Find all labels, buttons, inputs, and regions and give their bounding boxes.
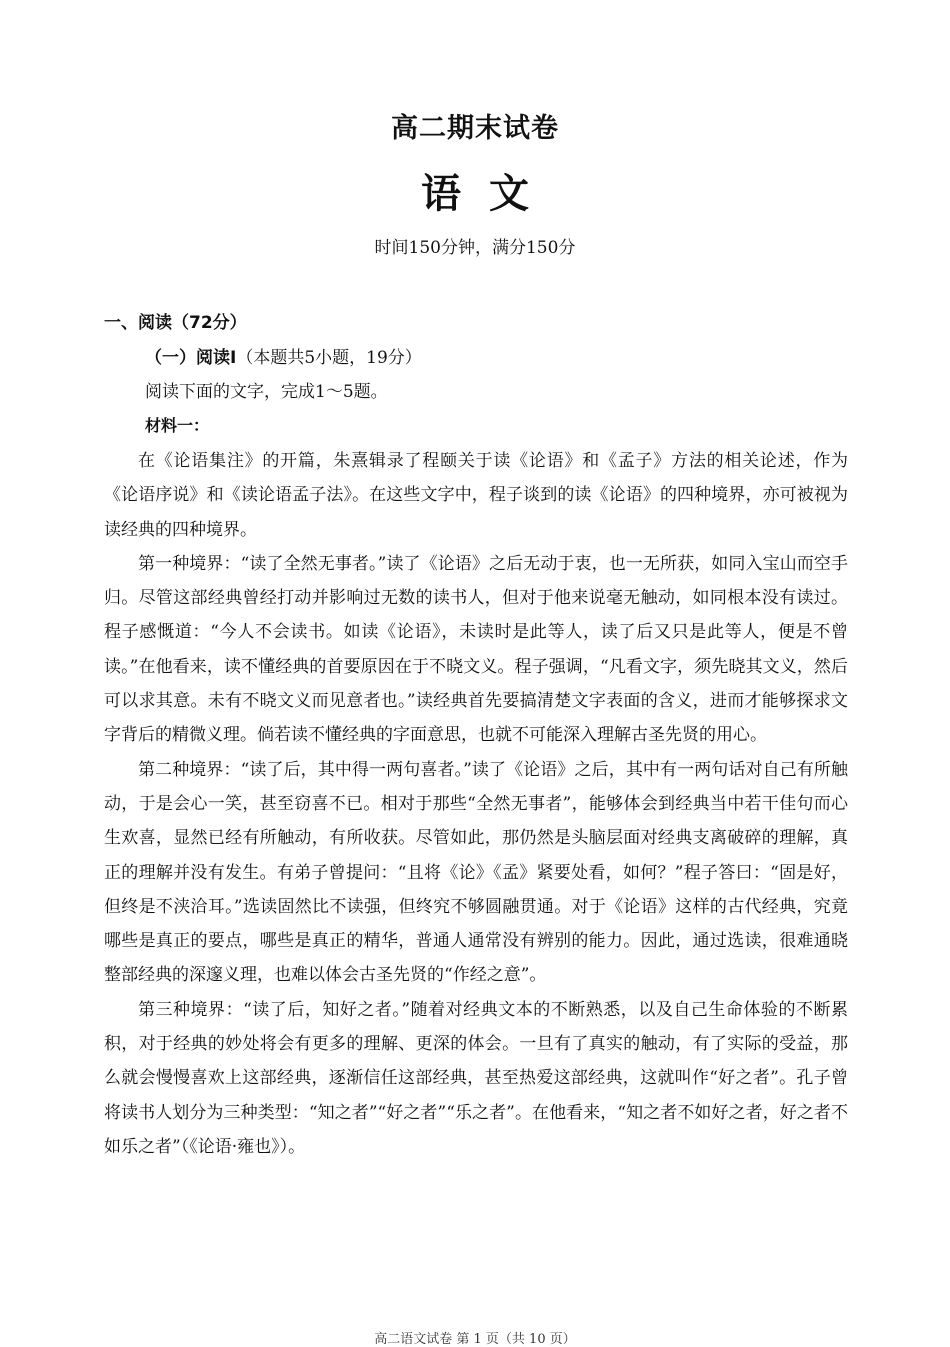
paragraph: 第一种境界：“读了全然无事者。”读了《论语》之后无动于衷，也一无所获，如同入宝山而空手归。尽管这部经典曾经打动并影响过无数的读书人，但对于他来说毫无触动，如同根本没有读过。程子感慨道：“今人不会读书。如读《论语》，未读时是此等人，读了后又只是此等人，便是不曾读。”在他看来，读不懂经典的首要原因在于不晓文义。程子强调，“凡看文字，须先晓其文义，然后可以求其意。未有不晓文义而见意者也。”读经典首先要搞清楚文字表面的含义，进而才能够探求文字背后的精微义理。倘若读不懂经典的字面意思，也就不可能深入理解古圣先贤的用心。 <box>104 553 848 746</box>
subsection-detail: （本题共5小题，19分） <box>236 348 422 368</box>
paragraph: 在《论语集注》的开篇，朱熹辑录了程颐关于读《论语》和《孟子》方法的相关论述，作为《论语序说》和《读论语孟子法》。在这些文字中，程子谈到的读《论语》的四种境界，亦可被视为读经典的四种境界。 <box>104 451 848 540</box>
subsection-label: （一）阅读Ⅰ <box>145 348 237 368</box>
subsection-heading <box>145 343 422 368</box>
paragraph: 第三种境界：“读了后，知好之者。”随着对经典文本的不断熟悉，以及自己生命体验的不断累积，对于经典的妙处将会有更多的理解、更深的体会。一旦有了真实的触动，有了实际的受益，那么就会慢慢喜欢上这部经典，逐渐信任这部经典，甚至热爱这部经典，这就叫作“好之者”。孔子曾将读书人划分为三种类型：“知之者”“好之者”“乐之者”。在他看来，“知之者不如好之者，好之者不如乐之者”（《论语·雍也》）。 <box>104 999 848 1157</box>
reading-instruction: 阅读下面的文字，完成1～5题。 <box>145 382 388 402</box>
subject-char-2: 文 <box>489 171 529 217</box>
exam-title: 高二期末试卷 <box>391 113 559 144</box>
material-label: 材料一： <box>145 416 210 435</box>
passage <box>104 444 848 1164</box>
subject-char-1: 语 <box>421 171 461 217</box>
page-footer: 高二语文试卷 第 1 页（共 10 页） <box>374 1332 576 1347</box>
section-heading: 一、阅读（72分） <box>104 313 247 333</box>
paragraph: 第二种境界：“读了后，其中得一两句喜者。”读了《论语》之后，其中有一两句话对自己有所触动，于是会心一笑，甚至窃喜不已。相对于那些“全然无事者”，能够体会到经典当中若干佳句而心生欢喜，显然已经有所触动，有所收获。尽管如此，那仍然是头脑层面对经典支离破碎的理解，真正的理解并没有发生。有弟子曾提问：“且将《论》《孟》紧要处看，如何？”程子答曰：“固是好，但终是不浃洽耳。”选读固然比不读强，但终究不够圆融贯通。对于《论语》这样的古代经典，究竟哪些是真正的要点，哪些是真正的精华，普通人通常没有辨别的能力。因此，通过选读，很难通晓整部经典的深邃义理，也难以体会古圣先贤的“作经之意”。 <box>104 759 848 986</box>
exam-info: 时间150分钟，满分150分 <box>374 238 576 258</box>
subject-title <box>0 162 950 219</box>
